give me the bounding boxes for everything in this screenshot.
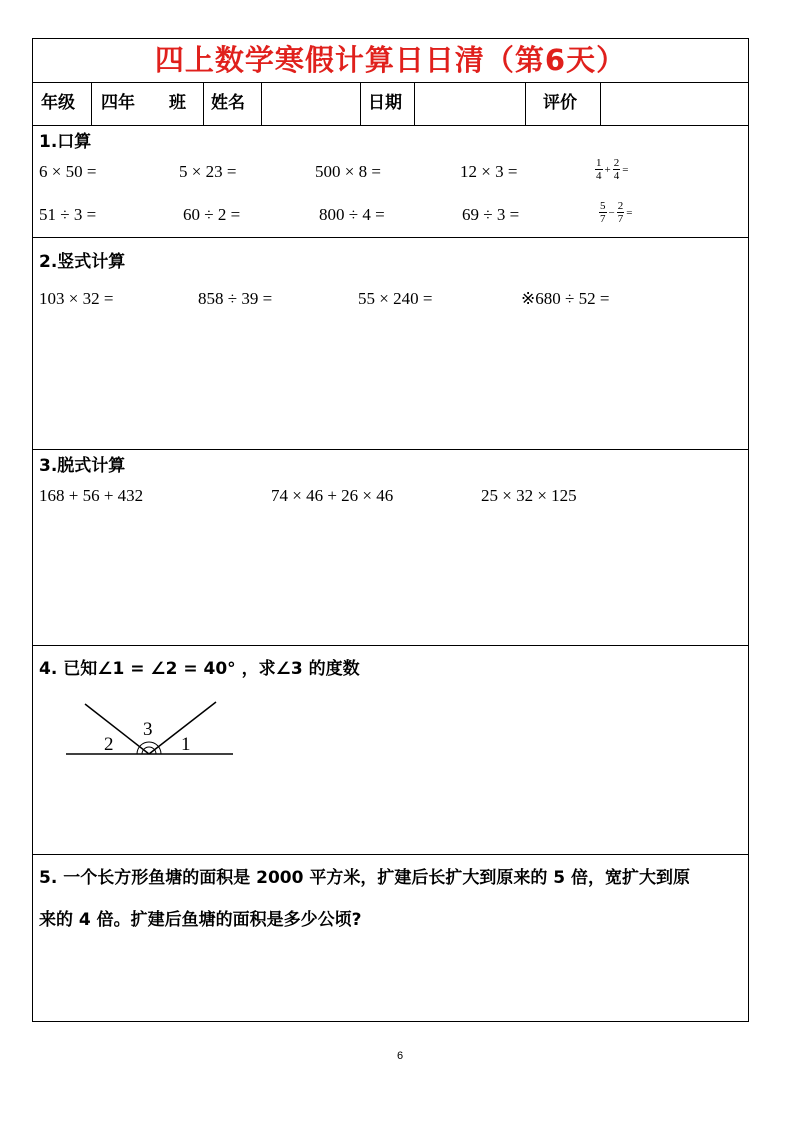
oral-problem: 12 × 3 = <box>460 162 518 181</box>
stepwise-problem: 168 + 56 + 432 <box>39 486 144 505</box>
divider <box>414 82 415 125</box>
angle-question: 4. 已知∠1 = ∠2 = 40° ，求∠3 的度数 <box>39 659 360 679</box>
divider <box>360 82 361 125</box>
oral-problem: 69 ÷ 3 = <box>462 205 520 224</box>
divider <box>91 82 92 125</box>
plus-operator: + <box>604 164 611 176</box>
divider <box>525 82 526 125</box>
oral-problem: 5 × 23 = <box>179 162 237 181</box>
denominator: 7 <box>600 213 606 225</box>
fraction-problem <box>594 157 629 183</box>
divider <box>261 82 262 125</box>
angle-label-2: 2 <box>104 734 114 755</box>
divider <box>33 125 748 126</box>
worksheet-title: 四上数学寒假计算日日清（第6天） <box>154 43 627 77</box>
angle-figure <box>63 699 238 759</box>
angle-label-1: 1 <box>181 734 191 755</box>
section-oral-title: 1.口算 <box>39 132 92 152</box>
numerator: 2 <box>613 157 620 169</box>
grade-label: 年级 <box>41 93 75 113</box>
evaluation-label: 评价 <box>543 93 577 113</box>
word-problem-line: 5. 一个长方形鱼塘的面积是 2000 平方米，扩建后长扩大到原来的 5 倍，宽扩大到原 <box>39 868 691 888</box>
divider <box>33 237 748 238</box>
grade-value: 四年 <box>101 93 135 113</box>
fraction-problem <box>598 200 633 226</box>
vertical-problem: ※680 ÷ 52 = <box>521 289 610 308</box>
page-number: 6 <box>396 1050 404 1062</box>
divider <box>33 449 748 450</box>
numerator: 1 <box>596 157 602 169</box>
stepwise-problem: 25 × 32 × 125 <box>481 486 577 505</box>
oral-problem: 6 × 50 = <box>39 162 97 181</box>
denominator: 4 <box>596 170 602 182</box>
date-label: 日期 <box>368 93 402 113</box>
oral-problem: 51 ÷ 3 = <box>39 205 97 224</box>
section-vertical-title: 2.竖式计算 <box>39 252 126 272</box>
minus-operator: − <box>608 207 615 219</box>
vertical-problem: 858 ÷ 39 = <box>198 289 273 308</box>
word-problem-line: 来的 4 倍。扩建后鱼塘的面积是多少公顷? <box>39 910 362 930</box>
divider <box>33 854 748 855</box>
divider <box>203 82 204 125</box>
worksheet <box>32 38 749 1022</box>
oral-problem: 800 ÷ 4 = <box>319 205 385 224</box>
denominator: 4 <box>613 170 620 182</box>
divider <box>600 82 601 125</box>
divider <box>33 645 748 646</box>
vertical-problem: 55 × 240 = <box>358 289 433 308</box>
equals-sign: = <box>626 207 633 219</box>
numerator: 5 <box>600 200 606 212</box>
oral-problem: 500 × 8 = <box>315 162 381 181</box>
oral-problem: 60 ÷ 2 = <box>183 205 241 224</box>
vertical-problem: 103 × 32 = <box>39 289 114 308</box>
class-label: 班 <box>169 93 186 113</box>
denominator: 7 <box>617 213 624 225</box>
equals-sign: = <box>622 164 629 176</box>
stepwise-problem: 74 × 46 + 26 × 46 <box>271 486 394 505</box>
angle-label-3: 3 <box>143 719 153 740</box>
numerator: 2 <box>617 200 624 212</box>
section-stepwise-title: 3.脱式计算 <box>39 456 126 476</box>
name-label: 姓名 <box>211 93 245 113</box>
